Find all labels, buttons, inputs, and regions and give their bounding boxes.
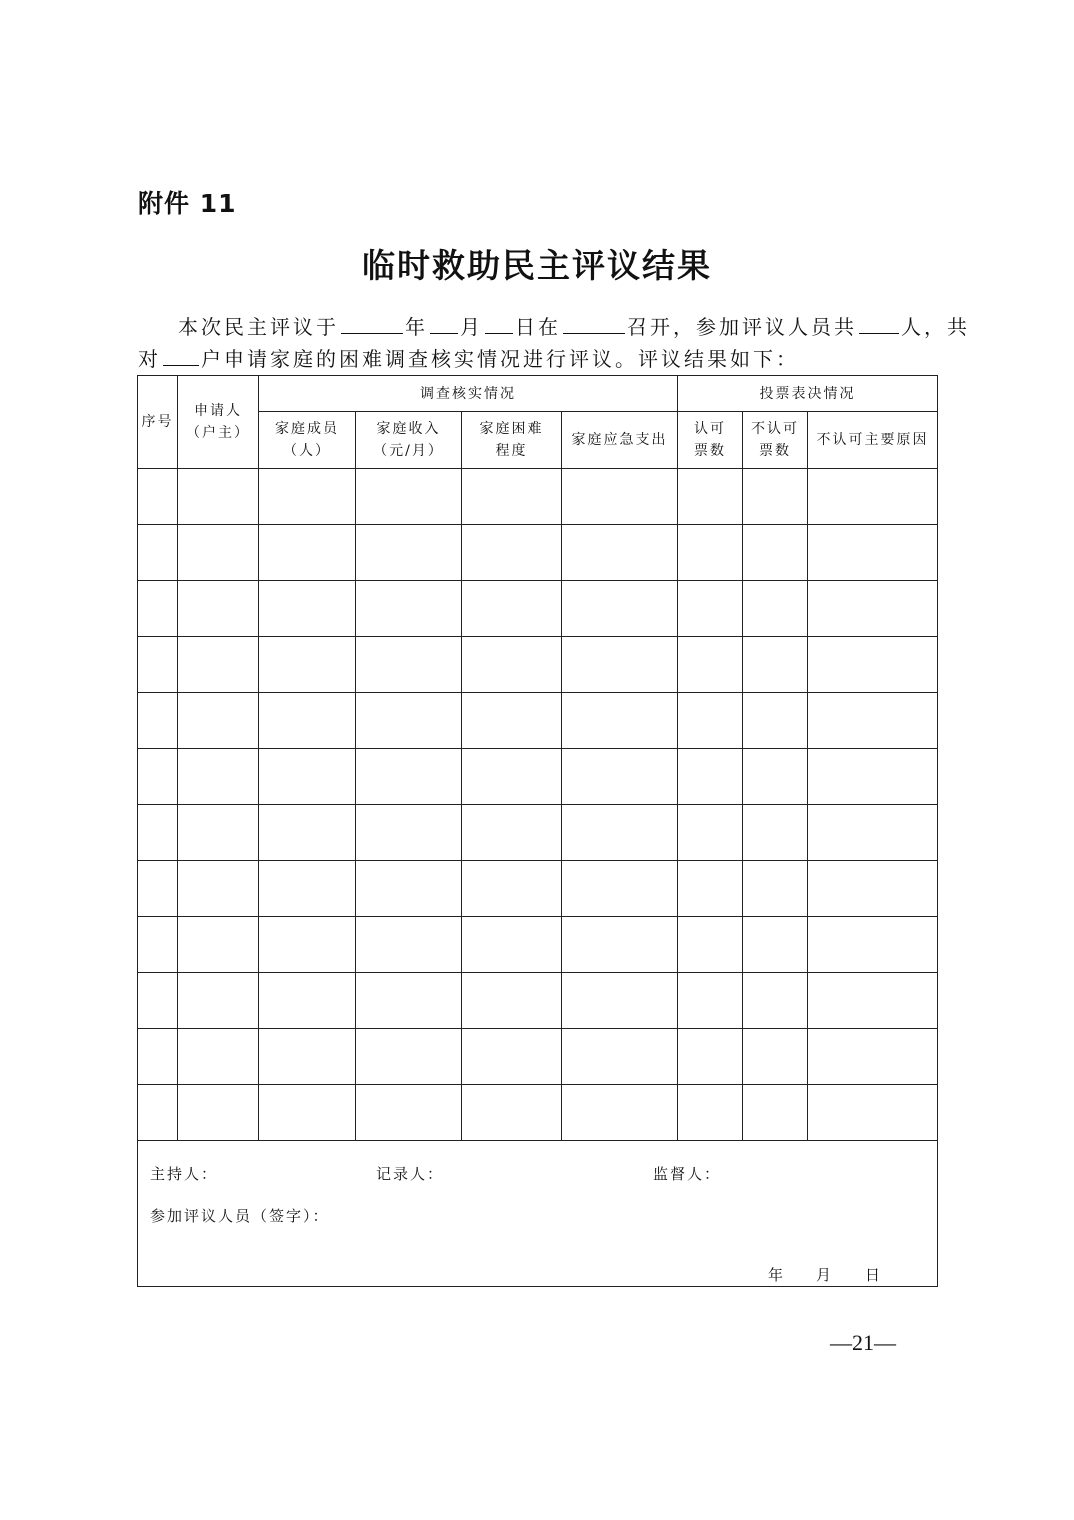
blank-day xyxy=(485,313,513,334)
intro-line-2 xyxy=(138,344,942,374)
evaluation-table xyxy=(137,375,938,1287)
cell[interactable] xyxy=(138,1029,178,1085)
cell[interactable] xyxy=(138,973,178,1029)
cell[interactable] xyxy=(178,469,259,525)
cell[interactable] xyxy=(356,973,462,1029)
header-disapprove-line2: 票数 xyxy=(759,443,791,459)
cell[interactable] xyxy=(678,749,743,805)
cell[interactable] xyxy=(259,693,356,749)
cell[interactable] xyxy=(178,581,259,637)
header-members-line2: （人） xyxy=(283,443,331,459)
cell[interactable] xyxy=(259,1085,356,1141)
cell[interactable] xyxy=(562,973,678,1029)
cell[interactable] xyxy=(462,637,562,693)
intro-text: 日在 xyxy=(515,315,561,339)
cell[interactable] xyxy=(808,581,938,637)
cell[interactable] xyxy=(178,637,259,693)
cell[interactable] xyxy=(462,693,562,749)
cell[interactable] xyxy=(808,917,938,973)
cell[interactable] xyxy=(138,1085,178,1141)
cell[interactable] xyxy=(743,749,808,805)
cell[interactable] xyxy=(178,693,259,749)
cell[interactable] xyxy=(138,805,178,861)
cell[interactable] xyxy=(808,805,938,861)
cell[interactable] xyxy=(743,1029,808,1085)
cell[interactable] xyxy=(356,917,462,973)
cell[interactable] xyxy=(259,861,356,917)
cell[interactable] xyxy=(178,861,259,917)
header-applicant xyxy=(178,376,259,469)
header-income-line1: 家庭收入 xyxy=(376,421,441,437)
cell[interactable] xyxy=(743,693,808,749)
cell[interactable] xyxy=(462,861,562,917)
cell[interactable] xyxy=(138,749,178,805)
header-members-line1: 家庭成员 xyxy=(275,421,339,437)
cell[interactable] xyxy=(678,1085,743,1141)
cell[interactable] xyxy=(178,749,259,805)
table-row xyxy=(138,749,938,805)
cell[interactable] xyxy=(259,525,356,581)
cell[interactable] xyxy=(743,525,808,581)
cell[interactable] xyxy=(462,1085,562,1141)
cell[interactable] xyxy=(678,917,743,973)
cell[interactable] xyxy=(259,581,356,637)
cell[interactable] xyxy=(356,1029,462,1085)
intro-text: 本次民主评议于 xyxy=(178,315,339,339)
cell[interactable] xyxy=(562,693,678,749)
cell[interactable] xyxy=(138,581,178,637)
supervisor-label: 监督人： xyxy=(653,1165,722,1183)
cell[interactable] xyxy=(138,917,178,973)
cell[interactable] xyxy=(356,469,462,525)
table-row xyxy=(138,1085,938,1141)
header-reason: 不认可主要原因 xyxy=(808,412,938,469)
cell[interactable] xyxy=(562,861,678,917)
cell[interactable] xyxy=(678,861,743,917)
cell[interactable] xyxy=(562,581,678,637)
cell[interactable] xyxy=(178,973,259,1029)
attachment-label: 附件 11 xyxy=(138,189,237,218)
recorder-label: 记录人： xyxy=(376,1165,445,1183)
header-applicant-line1: 申请人 xyxy=(194,403,242,419)
intro-text: 对 xyxy=(138,347,161,371)
header-disapprove xyxy=(743,412,808,469)
cell[interactable] xyxy=(178,917,259,973)
page-number: —21— xyxy=(830,1330,896,1355)
signature-row xyxy=(138,1141,938,1287)
cell[interactable] xyxy=(562,637,678,693)
cell[interactable] xyxy=(678,525,743,581)
document-title: 临时救助民主评议结果 xyxy=(362,246,712,285)
cell[interactable] xyxy=(356,581,462,637)
header-emergency: 家庭应急支出 xyxy=(562,412,678,469)
cell[interactable] xyxy=(138,693,178,749)
participants-signature-label: 参加评议人员（签字）： xyxy=(150,1207,330,1225)
table-row xyxy=(138,525,938,581)
cell[interactable] xyxy=(562,749,678,805)
table-row xyxy=(138,581,938,637)
table-row xyxy=(138,637,938,693)
date-year-label: 年 xyxy=(768,1266,786,1284)
table-row xyxy=(138,861,938,917)
cell[interactable] xyxy=(562,1029,678,1085)
cell[interactable] xyxy=(808,973,938,1029)
cell[interactable] xyxy=(462,917,562,973)
blank-month xyxy=(430,313,458,334)
cell[interactable] xyxy=(678,581,743,637)
cell[interactable] xyxy=(259,805,356,861)
cell[interactable] xyxy=(743,917,808,973)
cell[interactable] xyxy=(356,1085,462,1141)
date-month-label: 月 xyxy=(816,1266,834,1284)
cell[interactable] xyxy=(178,525,259,581)
cell[interactable] xyxy=(462,581,562,637)
cell[interactable] xyxy=(678,973,743,1029)
cell[interactable] xyxy=(138,525,178,581)
cell[interactable] xyxy=(743,581,808,637)
signature-area xyxy=(138,1141,938,1287)
blank-participants xyxy=(859,313,899,334)
cell[interactable] xyxy=(743,861,808,917)
cell[interactable] xyxy=(138,637,178,693)
cell[interactable] xyxy=(259,917,356,973)
cell[interactable] xyxy=(562,917,678,973)
header-approve-line2: 票数 xyxy=(694,443,726,459)
blank-households xyxy=(163,345,199,366)
cell[interactable] xyxy=(808,525,938,581)
intro-text: 年 xyxy=(405,315,428,339)
cell[interactable] xyxy=(743,469,808,525)
cell[interactable] xyxy=(808,469,938,525)
header-income-line2: （元/月） xyxy=(373,443,444,459)
header-members xyxy=(259,412,356,469)
header-disapprove-line1: 不认可 xyxy=(751,421,799,437)
cell[interactable] xyxy=(138,861,178,917)
header-approve-line1: 认可 xyxy=(694,421,726,437)
cell[interactable] xyxy=(743,973,808,1029)
cell[interactable] xyxy=(259,1029,356,1085)
cell[interactable] xyxy=(562,469,678,525)
header-difficulty xyxy=(462,412,562,469)
cell[interactable] xyxy=(808,749,938,805)
cell[interactable] xyxy=(259,469,356,525)
cell[interactable] xyxy=(462,1029,562,1085)
header-income xyxy=(356,412,462,469)
table-row xyxy=(138,693,938,749)
cell[interactable] xyxy=(678,1029,743,1085)
header-survey-group: 调查核实情况 xyxy=(259,376,678,412)
blank-location xyxy=(563,313,625,334)
cell[interactable] xyxy=(356,805,462,861)
cell[interactable] xyxy=(808,861,938,917)
cell[interactable] xyxy=(356,749,462,805)
cell[interactable] xyxy=(678,805,743,861)
cell[interactable] xyxy=(743,1085,808,1141)
intro-line-1 xyxy=(138,312,970,342)
cell[interactable] xyxy=(178,805,259,861)
intro-text: 人，共 xyxy=(901,315,970,339)
cell[interactable] xyxy=(259,973,356,1029)
intro-text: 户申请家庭的困难调查核实情况进行评议。评议结果如下： xyxy=(201,347,799,371)
intro-text: 月 xyxy=(460,315,483,339)
cell[interactable] xyxy=(808,1029,938,1085)
cell[interactable] xyxy=(462,525,562,581)
cell[interactable] xyxy=(356,861,462,917)
cell[interactable] xyxy=(808,693,938,749)
cell[interactable] xyxy=(462,973,562,1029)
cell[interactable] xyxy=(562,525,678,581)
cell[interactable] xyxy=(259,749,356,805)
table-row xyxy=(138,917,938,973)
cell[interactable] xyxy=(178,1085,259,1141)
cell[interactable] xyxy=(356,525,462,581)
date-day-label: 日 xyxy=(865,1266,883,1284)
header-approve xyxy=(678,412,743,469)
cell[interactable] xyxy=(808,637,938,693)
cell[interactable] xyxy=(356,693,462,749)
header-seq: 序号 xyxy=(138,376,178,469)
table-row xyxy=(138,1029,938,1085)
intro-text: 召开，参加评议人员共 xyxy=(627,315,857,339)
header-difficulty-line1: 家庭困难 xyxy=(479,421,544,437)
header-difficulty-line2: 程度 xyxy=(495,443,528,459)
host-label: 主持人： xyxy=(150,1165,219,1183)
cell[interactable] xyxy=(808,1085,938,1141)
header-applicant-line2: （户主） xyxy=(186,425,250,441)
table-row xyxy=(138,805,938,861)
cell[interactable] xyxy=(259,637,356,693)
cell[interactable] xyxy=(562,805,678,861)
table-row xyxy=(138,973,938,1029)
cell[interactable] xyxy=(678,469,743,525)
cell[interactable] xyxy=(678,637,743,693)
cell[interactable] xyxy=(462,749,562,805)
table-row xyxy=(138,469,938,525)
cell[interactable] xyxy=(178,1029,259,1085)
cell[interactable] xyxy=(356,637,462,693)
cell[interactable] xyxy=(743,637,808,693)
cell[interactable] xyxy=(562,1085,678,1141)
cell[interactable] xyxy=(678,693,743,749)
cell[interactable] xyxy=(462,805,562,861)
cell[interactable] xyxy=(138,469,178,525)
cell[interactable] xyxy=(743,805,808,861)
cell[interactable] xyxy=(462,469,562,525)
header-vote-group: 投票表决情况 xyxy=(678,376,938,412)
table-header-row xyxy=(138,376,938,412)
blank-year xyxy=(341,313,403,334)
